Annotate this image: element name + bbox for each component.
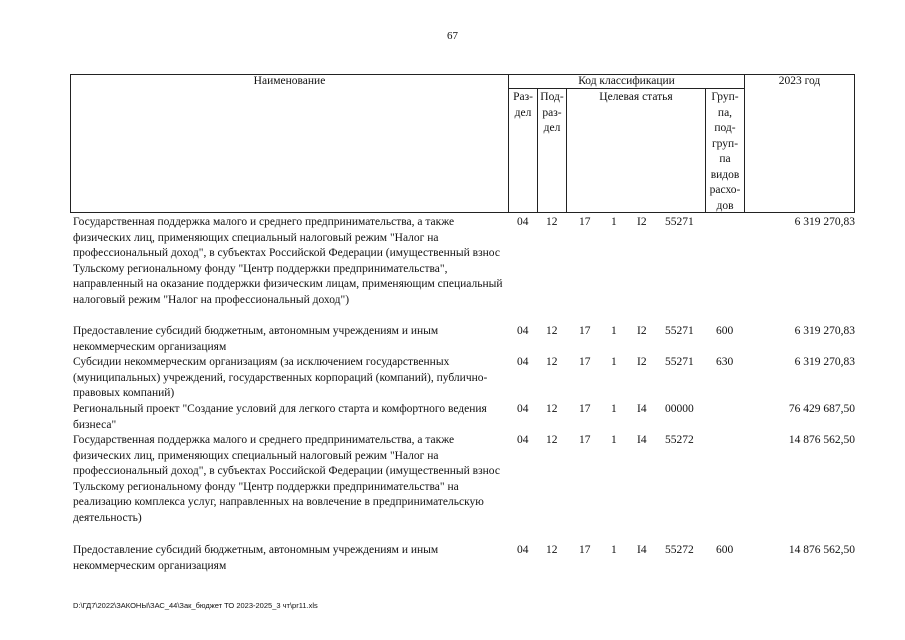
row-razdel: 04: [517, 403, 529, 415]
row-target-direction: 55271: [665, 216, 694, 228]
row-target-subprogram: 1: [611, 544, 617, 556]
row-target-direction: 55271: [665, 325, 694, 337]
row-amount: 14 876 562,50: [788, 544, 855, 556]
row-target-project: I2: [637, 325, 647, 337]
header-target: Целевая статья: [599, 91, 673, 103]
row-target-project: I2: [637, 356, 647, 368]
row-amount: 76 429 687,50: [788, 403, 855, 415]
row-name: Предоставление субсидий бюджетным, автономным учреждениям и иным некоммерческим организациям: [73, 325, 439, 353]
row-name: Субсидии некоммерческим организациям (за исключением государственных (муниципальных) учреждений, государственных корпораций (компаний), публично-правовых компаний): [73, 356, 488, 399]
row-target-subprogram: 1: [611, 325, 617, 337]
row-podrazdel: 12: [546, 216, 558, 228]
border-code-right: [744, 74, 745, 213]
header-razdel: Раз- дел: [513, 91, 533, 119]
row-target-project: I4: [637, 434, 647, 446]
row-name: Государственная поддержка малого и среднего предпринимательства, а также физических лиц, применяющих специальный налоговый режим "Налог на профессиональный доход", в субъектах Российской Федерации (имущественный взнос Тульскому региональному фонду "Центр поддержки предпринимательства", направленный на оказание поддержки физическим лицам, применяющим специальный налоговый режим "Налог на профессиональный доход"): [73, 216, 503, 306]
row-target-program: 17: [579, 216, 591, 228]
row-target-program: 17: [579, 403, 591, 415]
row-razdel: 04: [517, 216, 529, 228]
row-podrazdel: 12: [546, 325, 558, 337]
row-target-program: 17: [579, 356, 591, 368]
row-target-direction: 55272: [665, 544, 694, 556]
row-podrazdel: 12: [546, 544, 558, 556]
row-target-project: I2: [637, 216, 647, 228]
row-target-program: 17: [579, 434, 591, 446]
row-target-direction: 55272: [665, 434, 694, 446]
row-amount: 6 319 270,83: [794, 325, 855, 337]
header-year: 2023 год: [778, 75, 821, 87]
row-razdel: 04: [517, 356, 529, 368]
row-podrazdel: 12: [546, 356, 558, 368]
row-group: 600: [716, 544, 734, 556]
row-group: 630: [716, 356, 734, 368]
row-target-program: 17: [579, 544, 591, 556]
row-target-subprogram: 1: [611, 356, 617, 368]
header-podrazdel: Под- раз- дел: [540, 91, 564, 134]
row-razdel: 04: [517, 434, 529, 446]
row-razdel: 04: [517, 325, 529, 337]
border-podrazdel-right: [566, 88, 567, 213]
row-target-project: I4: [637, 403, 647, 415]
row-target-subprogram: 1: [611, 216, 617, 228]
row-podrazdel: 12: [546, 403, 558, 415]
page-number: 67: [447, 30, 458, 42]
row-target-subprogram: 1: [611, 403, 617, 415]
row-target-program: 17: [579, 325, 591, 337]
row-amount: 14 876 562,50: [788, 434, 855, 446]
row-group: 600: [716, 325, 734, 337]
header-group: Груп- па, под- груп- па видов расхо- дов: [709, 91, 741, 212]
row-name: Предоставление субсидий бюджетным, автономным учреждениям и иным некоммерческим организациям: [73, 544, 439, 572]
row-target-subprogram: 1: [611, 434, 617, 446]
row-target-project: I4: [637, 544, 647, 556]
row-razdel: 04: [517, 544, 529, 556]
border-left: [70, 74, 71, 213]
row-podrazdel: 12: [546, 434, 558, 446]
row-amount: 6 319 270,83: [794, 356, 855, 368]
row-amount: 6 319 270,83: [794, 216, 855, 228]
header-name: Наименование: [253, 75, 326, 87]
row-target-direction: 55271: [665, 356, 694, 368]
header-code: Код классификации: [578, 75, 675, 87]
border-right: [854, 74, 855, 213]
row-target-direction: 00000: [665, 403, 694, 415]
row-name: Государственная поддержка малого и среднего предпринимательства, а также физических лиц, применяющих специальный налоговый режим "Налог на профессиональный доход", в субъектах Российской Федерации (имущественный взнос Тульскому региональному фонду "Центр поддержки предпринимательства" на реализацию комплекса услуг, направленных на вовлечение в предпринимательскую деятельность): [73, 434, 500, 524]
footer-file-path: D:\ГД7\2022\ЗАКОНЫ\ЗАС_44\Зак_бюджет ТО 2023-2025_3 чт\pr11.xls: [73, 601, 318, 610]
row-name: Региональный проект "Создание условий для легкого старта и комфортного ведения бизнеса": [73, 403, 487, 431]
